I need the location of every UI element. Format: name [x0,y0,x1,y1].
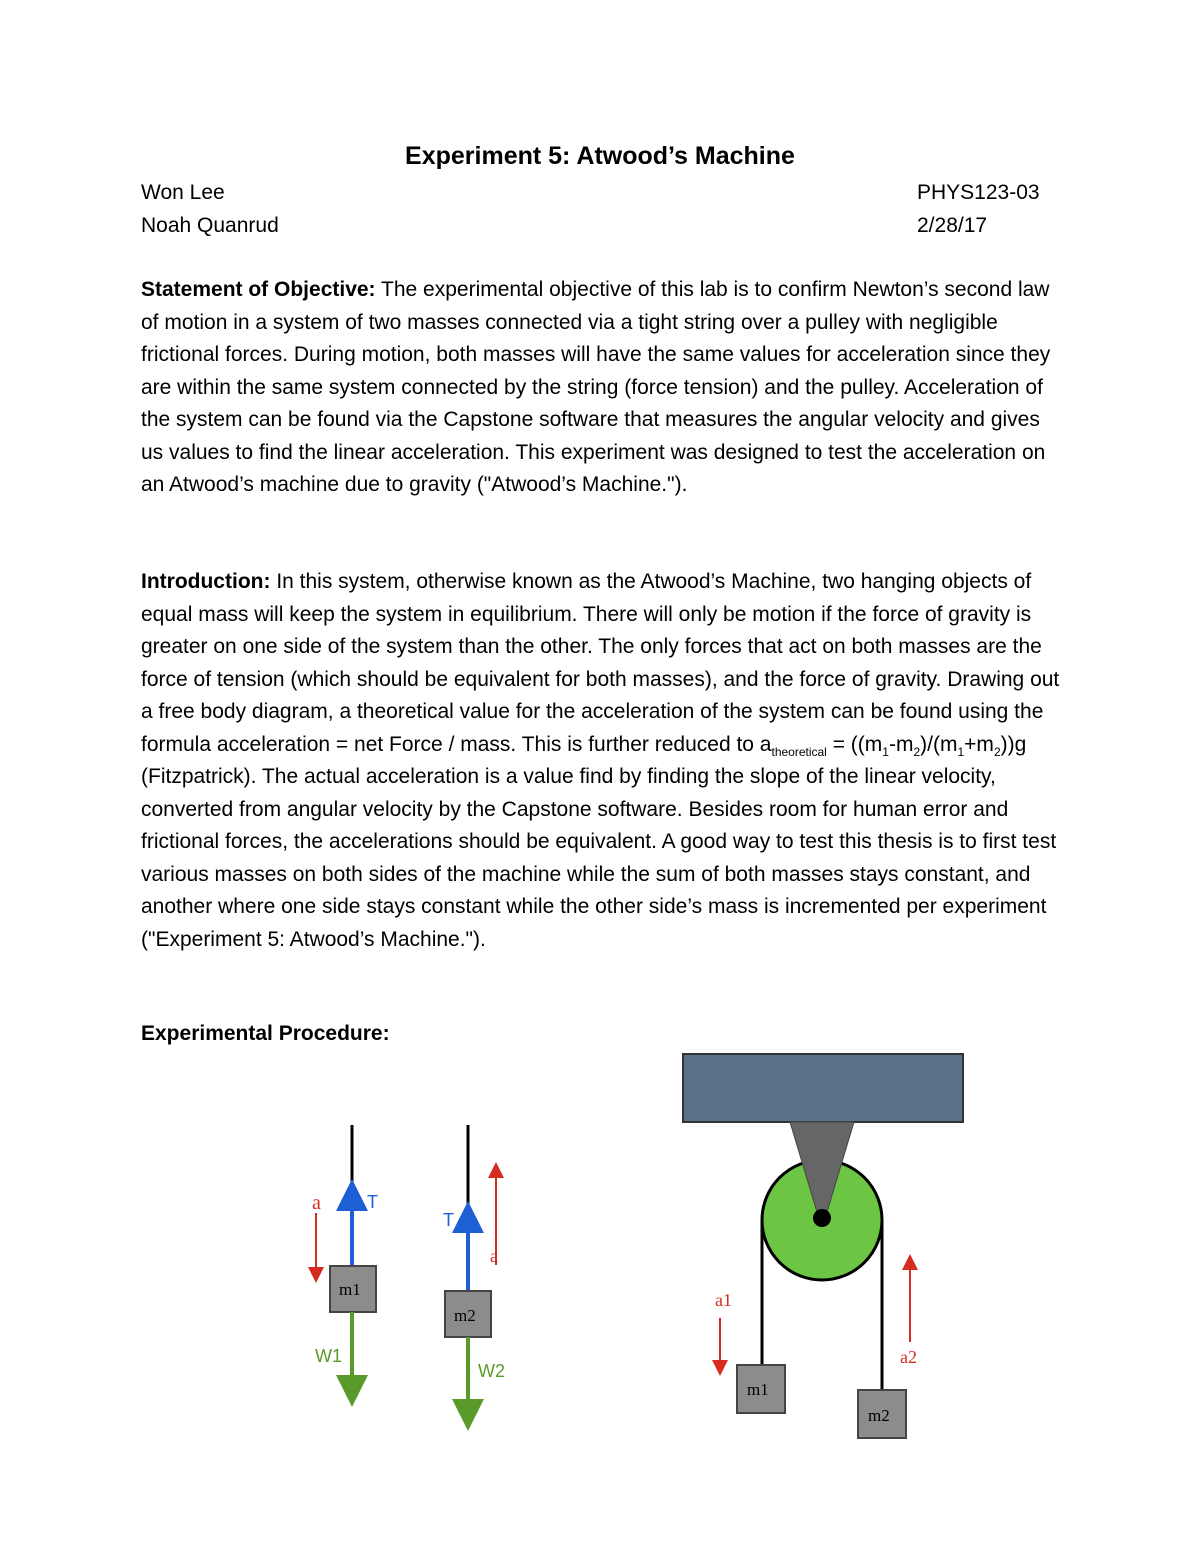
atwood-pulley-diagram [680,1050,970,1445]
introduction-text-2: (Fitzpatrick). The actual acceleration is a value find by finding the slope of the linear velocity, converted from angular velocity by the Capstone software. Besides room for human error and frictional forces, the accelerations should be equivalent. A good way to test this thesis is to first test various masses on both sides of the machine while the sum of both masses stays constant, and another where one side stays constant while the other side’s mass is incremented per experiment ("Experiment 5: Atwood’s Machine."). [141,765,1057,951]
left-accel-label: a [312,1192,321,1214]
introduction-section [141,566,1061,956]
formula-part-e: ))g [1000,732,1027,756]
objective-label: Statement of Objective: [141,278,376,301]
formula-subscript-theoretical: theoretical [771,744,827,759]
report-date: 2/28/17 [917,214,988,237]
introduction-label: Introduction: [141,570,271,593]
right-weight-label: W2 [478,1361,505,1381]
formula-sub-2a: 2 [913,744,921,759]
left-weight-label: W1 [315,1346,342,1366]
formula-part-b: -m [888,732,914,756]
formula-part-d: +m [964,732,994,756]
right-mass-label: m2 [454,1306,476,1325]
accel-label-1: a1 [715,1290,732,1310]
left-mass-label: m1 [339,1280,361,1299]
procedure-heading: Experimental Procedure: [141,1022,390,1045]
ceiling-support [683,1054,963,1122]
objective-text: The experimental objective of this lab is to confirm Newton’s second law of motion in a system of two masses connected via a tight string over a pulley with negligible frictional forces. During motion, both masses will have the same values for acceleration since they are within the same system connected by the string (force tension) and the pulley. Acceleration of the system can be found via the Capstone software that measures the angular velocity and gives us values to find the linear acceleration. This experiment was designed to test the acceleration on an Atwood’s machine due to gravity ("Atwood’s Machine."). [141,278,1051,496]
formula-sub-1a: 1 [882,744,889,759]
formula-part-c: )/(m [920,732,958,756]
course-code: PHYS123-03 [917,181,1040,204]
formula-sub-2b: 2 [993,744,1001,759]
author-2: Noah Quanrud [141,214,279,237]
accel-label-2: a2 [900,1347,917,1367]
objective-section [141,274,1061,502]
pulley-axle [813,1209,831,1227]
document-title: Experiment 5: Atwood’s Machine [405,142,795,170]
right-accel-label: a [490,1246,498,1266]
formula-sub-1b: 1 [957,744,965,759]
author-1: Won Lee [141,181,225,204]
free-body-diagrams [290,1115,530,1435]
mass-label-1: m1 [747,1380,769,1399]
introduction-text-1: In this system, otherwise known as the Atwood’s Machine, two hanging objects of equal mass will keep the system in equilibrium. There will only be motion if the force of gravity is greater on one side of the system than the other. The only forces that act on both masses are the force of tension (which should be equivalent for both masses), and the force of gravity. Drawing out a free body diagram, a theoretical value for the acceleration of the system can be found using the formula acceleration = net Force / mass. This is further reduced to a [141,570,1060,756]
formula-part-a: = ((m [826,732,883,756]
mass-label-2: m2 [868,1406,890,1425]
right-tension-label: T [443,1210,454,1230]
left-tension-label: T [367,1192,378,1212]
